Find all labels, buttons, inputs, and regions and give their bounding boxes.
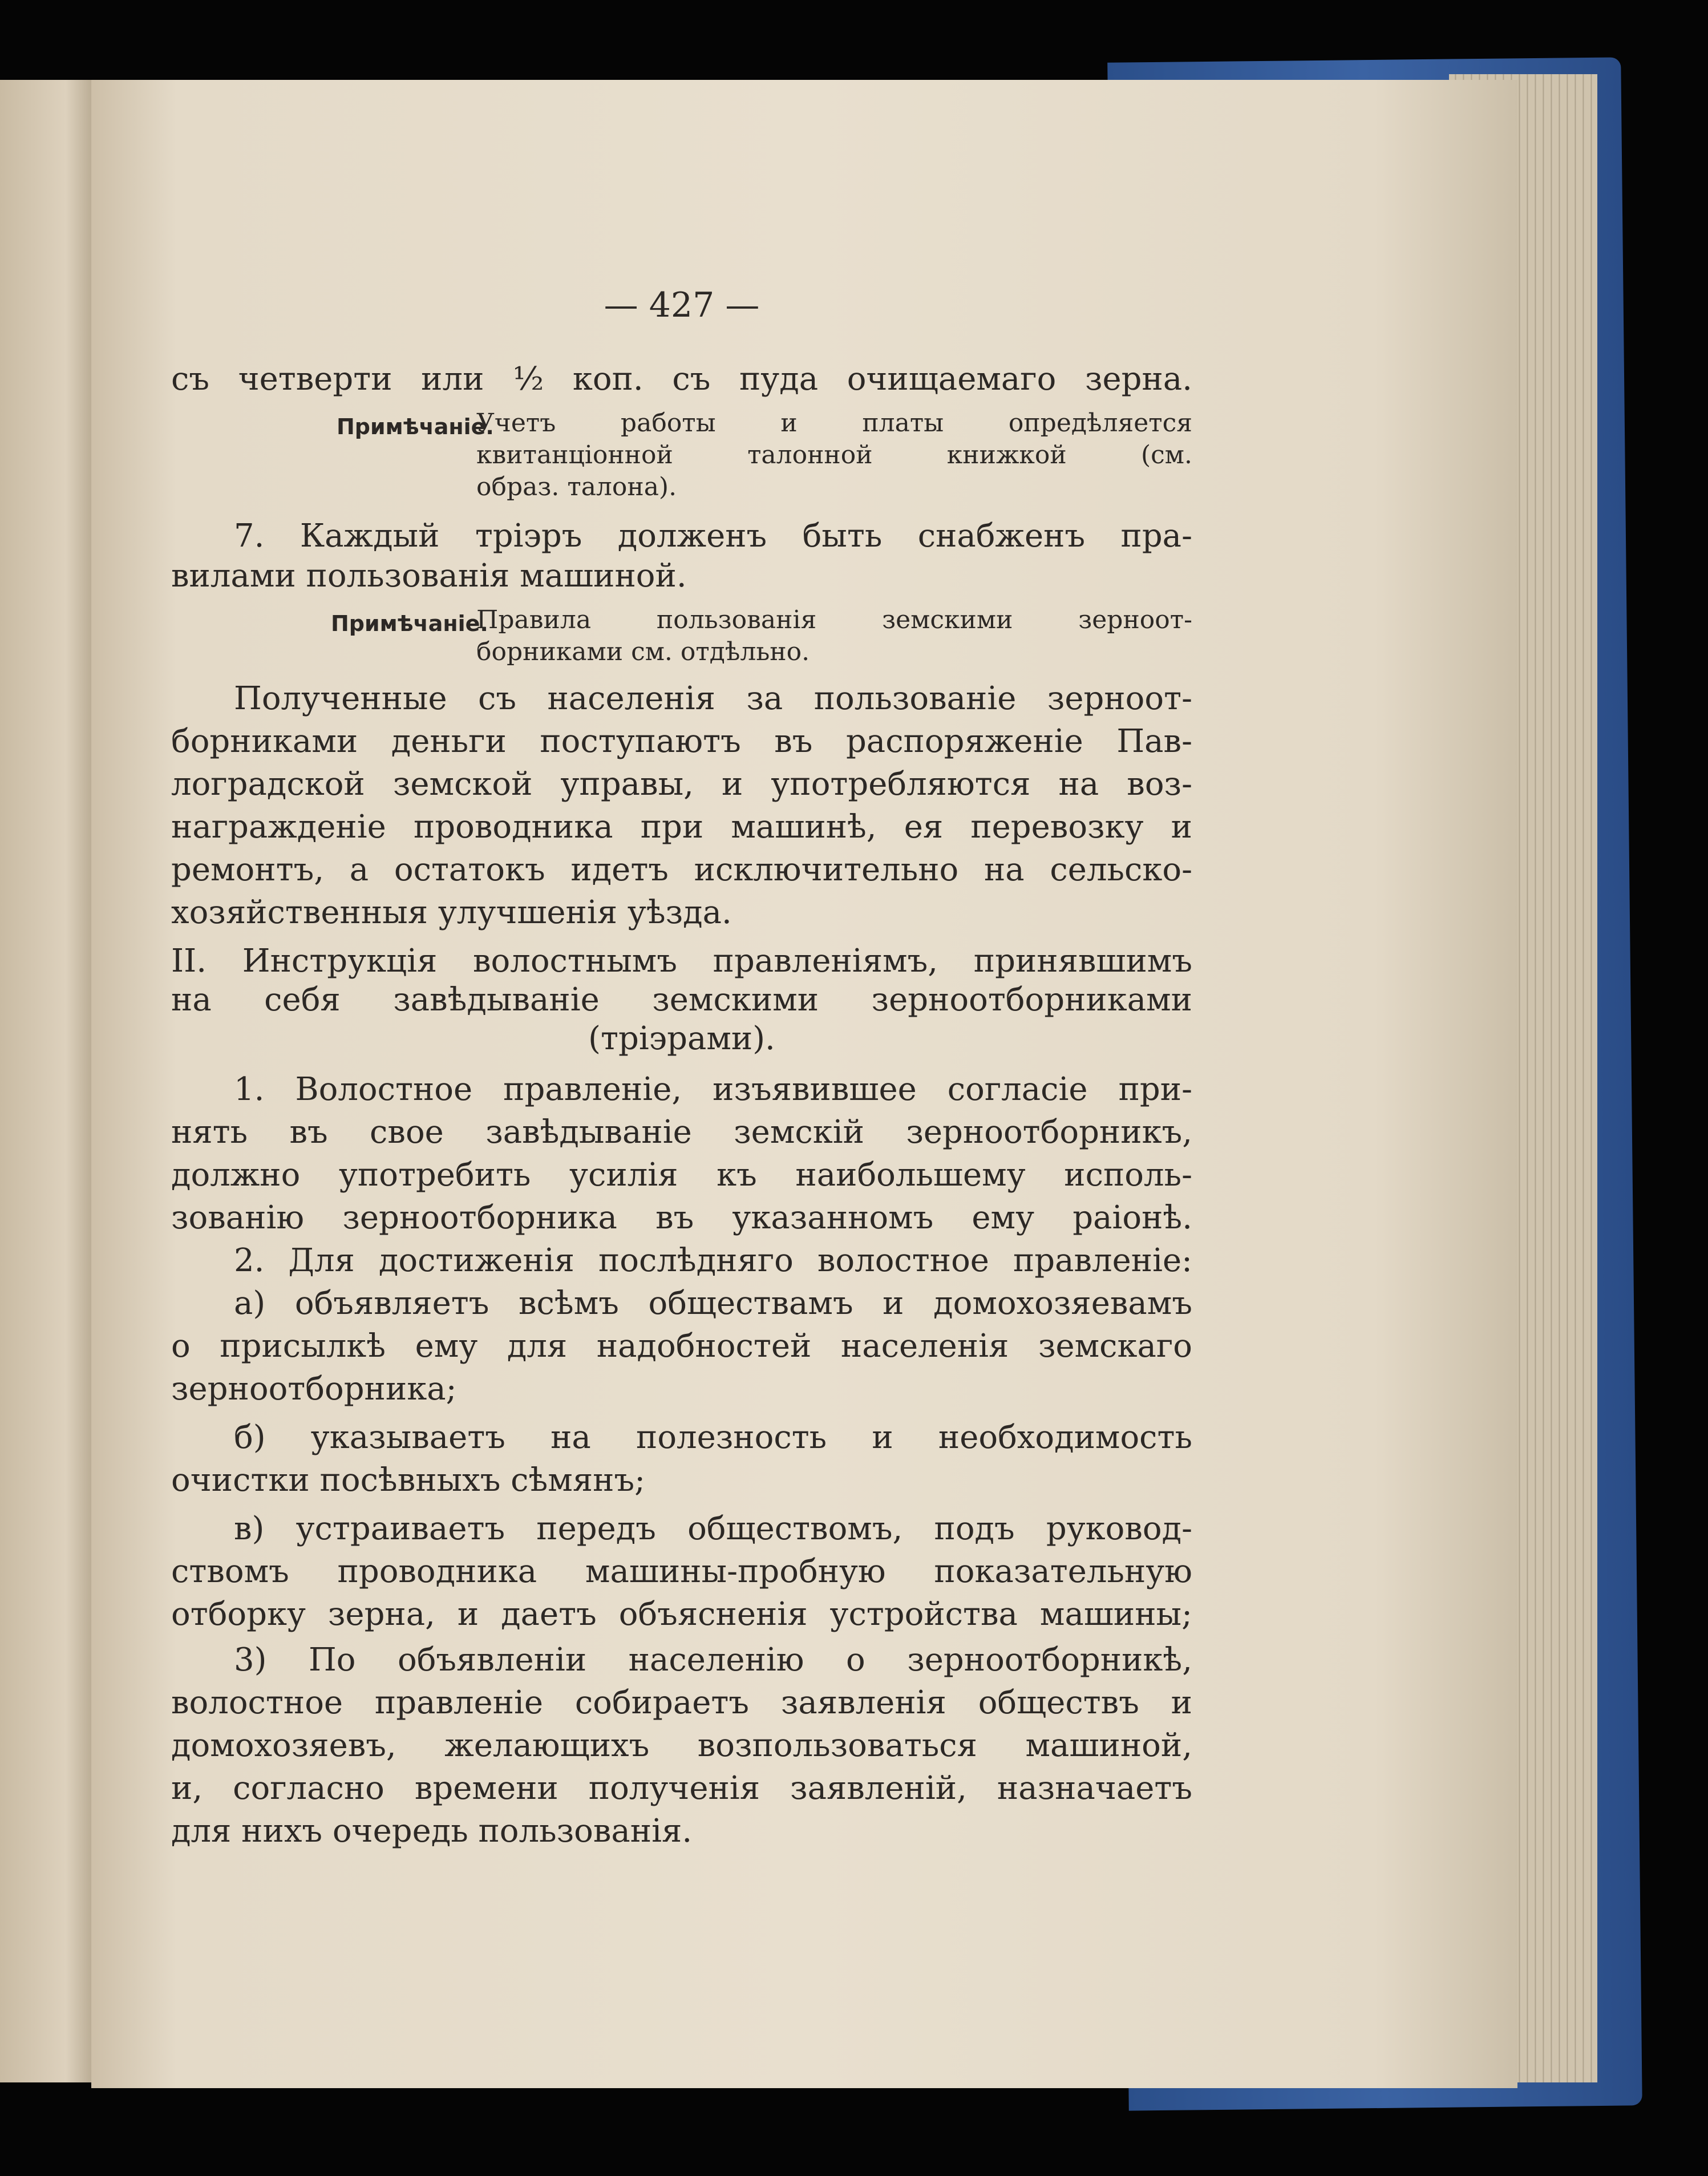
text-line: а) объявляетъ всѣмъ обществамъ и домохозяевамъ (234, 1285, 1192, 1322)
text-line: борниками деньги поступаютъ въ распоряженіе Пав- (171, 723, 1192, 760)
text-line: 2. Для достиженія послѣдняго волостное правленіе: (234, 1242, 1192, 1279)
page-number: — 427 — (604, 285, 760, 325)
text-line: о присылкѣ ему для надобностей населенія земскаго (171, 1328, 1192, 1365)
text-line: и, согласно времени полученія заявленій, назначаетъ (171, 1770, 1192, 1807)
text-line: волостное правленіе собираетъ заявленія обществъ и (171, 1684, 1192, 1721)
note-line: борниками см. отдѣльно. (476, 637, 810, 666)
text-line: вилами пользованія машиной. (171, 557, 687, 594)
note-line: квитанціонной талонной книжкой (см. (476, 440, 1192, 470)
text-line: съ четверти или ½ коп. съ пуда очищаемаго зерна. (171, 361, 1192, 398)
heading-line: (тріэрами). (588, 1020, 775, 1057)
text-line: ремонтъ, а остатокъ идетъ исключительно на сельско- (171, 851, 1192, 888)
text-line: хозяйственныя улучшенія уѣзда. (171, 894, 732, 931)
text-line: в) устраиваетъ передъ обществомъ, подъ руковод- (234, 1510, 1192, 1547)
note-line: образ. талона). (476, 472, 677, 501)
note-label: Примѣчаніе. (337, 414, 494, 439)
left-page (0, 80, 94, 2082)
note-line: Правила пользованія земскими зерноот- (476, 605, 1192, 634)
text-line: б) указываетъ на полезность и необходимость (234, 1419, 1192, 1456)
text-line: очистки посѣвныхъ сѣмянъ; (171, 1462, 645, 1499)
text-line: зованію зерноотборника въ указанномъ ему раіонѣ. (171, 1199, 1192, 1236)
text-line: должно употребить усилія къ наибольшему исполь- (171, 1156, 1192, 1194)
text-line: награжденіе проводника при машинѣ, ея перевозку и (171, 808, 1192, 846)
text-line: отборку зерна, и даетъ объясненія устройства машины; (171, 1596, 1192, 1633)
text-line: нять въ свое завѣдываніе земскій зерноотборникъ, (171, 1114, 1192, 1151)
heading-line: на себя завѣдываніе земскими зерноотборниками (171, 981, 1192, 1018)
text-line: ствомъ проводника машины-пробную показательную (171, 1553, 1192, 1590)
note-line: Учетъ работы и платы опредѣляется (476, 408, 1192, 438)
text-line: домохозяевъ, желающихъ возпользоваться машиной, (171, 1727, 1192, 1764)
text-line: зерноотборника; (171, 1370, 457, 1407)
note-label: Примѣчаніе. (331, 611, 488, 636)
heading-line: II. Инструкція волостнымъ правленіямъ, принявшимъ (171, 943, 1192, 980)
text-line: 3) По объявленіи населенію о зерноотборникѣ, (234, 1641, 1192, 1678)
text-line: 1. Волостное правленіе, изъявившее согласіе при- (234, 1071, 1192, 1108)
text-line: Полученные съ населенія за пользованіе зерноот- (234, 680, 1192, 717)
text-line: 7. Каждый тріэръ долженъ быть снабженъ пра- (234, 517, 1192, 555)
text-line: лоградской земской управы, и употребляются на воз- (171, 766, 1192, 803)
text-line: для нихъ очередь пользованія. (171, 1813, 693, 1850)
